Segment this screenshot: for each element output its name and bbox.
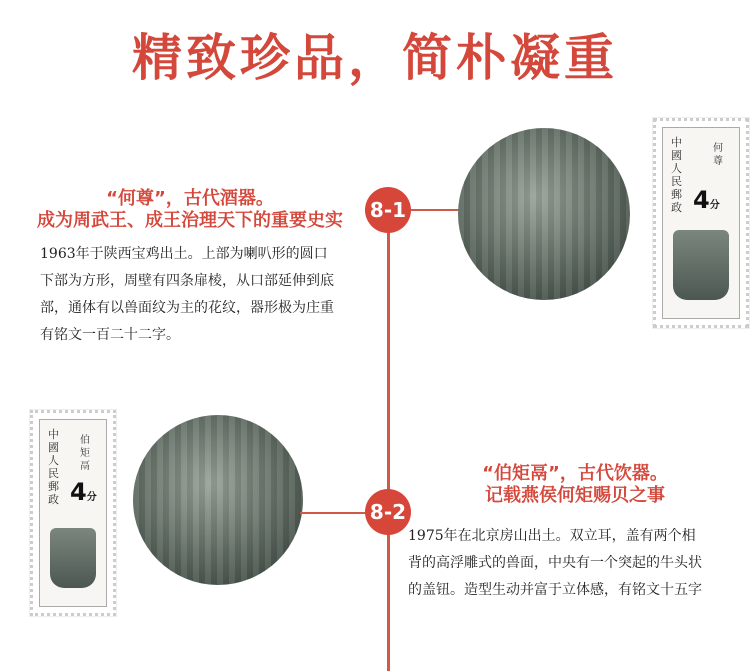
stamp-country: 中國人民郵政 (671, 136, 682, 214)
text-line: 1963年于陕西宝鸡出土。上部为喇叭形的圆口 (40, 246, 328, 262)
bo-ju-li-photo (133, 415, 303, 585)
page-title: 精致珍品，简朴凝重 (132, 29, 618, 87)
text-line: 部，通体有以兽面纹为主的花纹，器形极为庄重 (40, 300, 334, 316)
he-zun-photo (458, 128, 630, 300)
text-line: 背的高浮雕式的兽面，中央有一个突起的牛头状 (408, 555, 702, 571)
item2-description (408, 523, 748, 604)
item2-heading (410, 463, 740, 507)
bo-ju-li-stamp (30, 410, 116, 616)
stamp-country: 中國人民郵政 (48, 428, 59, 506)
text-line: 下部为方形，周壁有四条扉棱，从口部延伸到底 (40, 273, 334, 289)
item1-heading-line1: “何尊”，古代酒器。 (106, 188, 274, 209)
item2-heading-line2: 记载燕侯何矩赐贝之事 (485, 485, 665, 506)
text-line: 有铭文一百二十二字。 (40, 327, 180, 343)
item1-description (40, 241, 370, 349)
he-zun-stamp (653, 118, 749, 328)
vessel-image (50, 528, 96, 588)
vessel-image (673, 230, 729, 300)
stamp-unit: 分 (709, 200, 720, 211)
item1-heading-line2: 成为周武王、成王治理天下的重要史实 (37, 210, 343, 231)
stamp-name: 伯矩鬲 (80, 435, 90, 472)
text-line: 的盖钮。造型生动并富于立体感，有铭文十五字 (408, 582, 702, 598)
stamp-value: 4 (693, 186, 710, 214)
badge-8-2: 8-2 (365, 489, 411, 535)
item2-heading-line1: “伯矩鬲”，古代饮器。 (482, 463, 668, 484)
badge-8-1: 8-1 (365, 187, 411, 233)
stamp-value: 4 (70, 478, 87, 506)
stamp-name: 何尊 (713, 143, 723, 167)
text-line: 1975年在北京房山出土。双立耳，盖有两个相 (408, 528, 696, 544)
stamp-unit: 分 (86, 492, 97, 503)
timeline-line (387, 230, 390, 671)
item1-heading (20, 188, 360, 232)
